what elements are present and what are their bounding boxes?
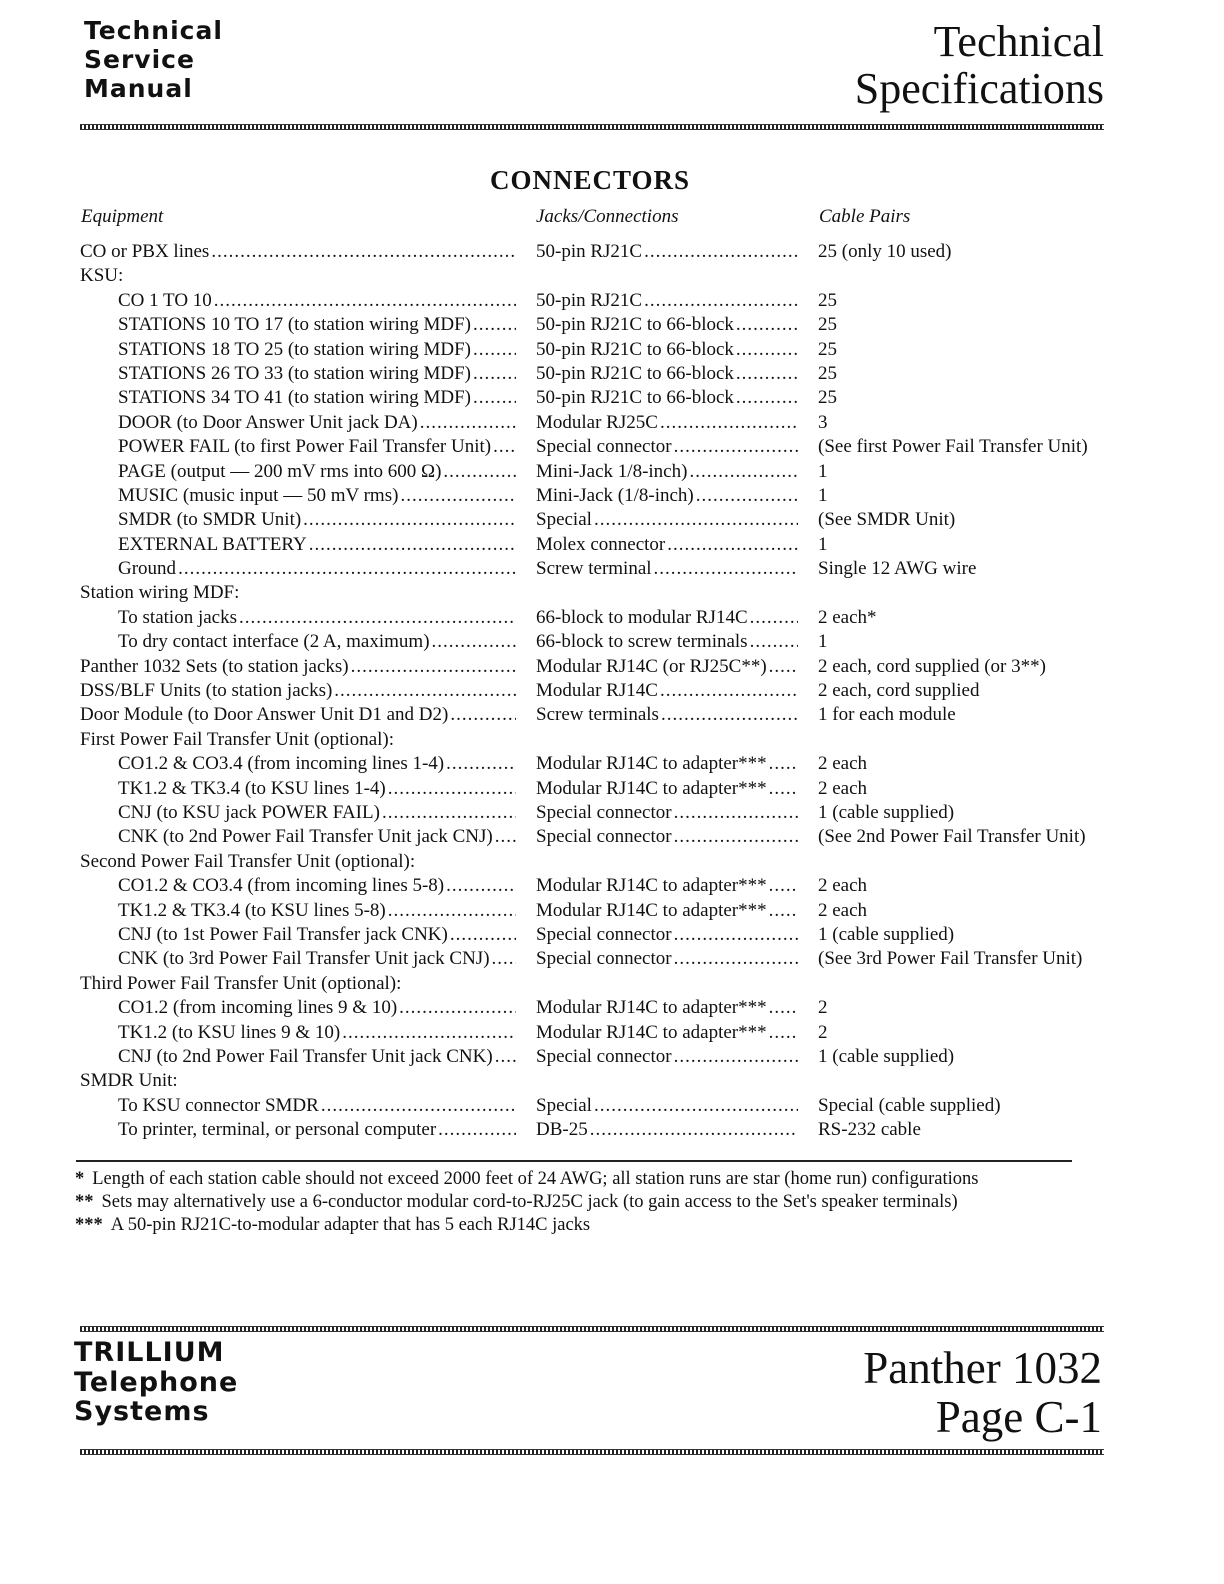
header-divider (80, 124, 1104, 130)
jack-cell (536, 801, 798, 825)
equipment-cell (118, 825, 516, 849)
jack-text: 50-pin RJ21C (536, 241, 643, 262)
cable-pairs-cell: 1 (818, 460, 828, 482)
jack-text: Modular RJ14C to adapter*** (536, 1021, 767, 1043)
cable-pairs-cell: 1 (cable supplied) (818, 801, 955, 823)
footnote-mark: *** (75, 1215, 103, 1235)
jack-cell (536, 899, 798, 923)
table-row (0, 850, 1224, 874)
equipment-cell (80, 240, 516, 264)
table-row (0, 947, 1224, 971)
table-row (0, 874, 1224, 898)
jack-text: Mini-Jack (1/8-inch) (536, 484, 694, 506)
equipment-text: Station wiring MDF: (80, 582, 240, 604)
cable-pairs-cell: (See 2nd Power Fail Transfer Unit) (818, 826, 1086, 848)
equipment-text: STATIONS 10 TO 17 (to station wiring MDF) (118, 314, 471, 336)
leader-dots (388, 899, 516, 923)
manual-label-line: Technical (84, 16, 223, 45)
leader-dots (736, 313, 798, 337)
table-row (0, 581, 1224, 605)
jack-cell (536, 630, 798, 654)
jack-text: Screw terminals (536, 704, 659, 726)
cable-pairs-cell: 25 (818, 289, 837, 311)
jack-cell (536, 1021, 798, 1045)
cable-pairs-cell: 2 each, cord supplied (818, 680, 980, 702)
equipment-text: To printer, terminal, or personal computer (118, 1119, 437, 1141)
jack-text: Molex connector (536, 533, 666, 555)
equipment-cell (118, 752, 516, 776)
jack-cell (536, 947, 798, 971)
table-row (0, 752, 1224, 776)
jack-text: Mini-Jack 1/8-inch) (536, 460, 688, 482)
cable-pairs-cell: (See 3rd Power Fail Transfer Unit) (818, 948, 1083, 970)
section-heading-line: Specifications (854, 64, 1104, 113)
leader-dots (674, 825, 798, 849)
equipment-text: KSU: (80, 265, 124, 287)
equipment-text: CNJ (to 1st Power Fail Transfer jack CNK) (118, 923, 448, 945)
equipment-cell (80, 1069, 516, 1093)
equipment-text: CO1.2 (from incoming lines 9 & 10) (118, 997, 398, 1019)
leader-dots (660, 679, 798, 703)
jack-cell (536, 1045, 798, 1069)
cable-pairs-cell: 25 (818, 314, 837, 336)
equipment-text: TK1.2 & TK3.4 (to KSU lines 1-4) (118, 777, 386, 799)
footnote-text: Sets may alternatively use a 6-conductor modular cord-to-RJ25C jack (to gain access to the Set's speaker terminals) (101, 1192, 958, 1212)
jack-cell (536, 606, 798, 630)
equipment-text: First Power Fail Transfer Unit (optional): (80, 728, 395, 750)
jack-text: Modular RJ14C (or RJ25C**) (536, 655, 767, 677)
jack-cell (536, 435, 798, 459)
equipment-text: POWER FAIL (to first Power Fail Transfer Unit) (118, 436, 492, 458)
leader-dots (769, 752, 798, 776)
footer-divider-top (80, 1326, 1104, 1332)
cable-pairs-cell: 2 each (818, 777, 868, 799)
jack-text: 50-pin RJ21C to 66-block (536, 314, 734, 336)
equipment-text: Panther 1032 Sets (to station jacks) (80, 655, 349, 677)
equipment-cell (118, 435, 516, 459)
table-row (0, 899, 1224, 923)
leader-dots (644, 240, 798, 264)
leader-dots (473, 313, 516, 337)
equipment-cell (80, 679, 516, 703)
table-row (0, 1118, 1224, 1142)
cable-pairs-cell: (See first Power Fail Transfer Unit) (818, 436, 1088, 458)
cable-pairs-cell: 2 each (818, 875, 868, 897)
cable-pairs-cell: 1 (cable supplied) (818, 923, 955, 945)
equipment-cell (118, 386, 516, 410)
leader-dots (696, 484, 798, 508)
company-logo-text (74, 1338, 238, 1427)
equipment-cell (118, 289, 516, 313)
leader-dots (674, 801, 798, 825)
equipment-text: CNJ (to 2nd Power Fail Transfer Unit jack CNK) (118, 1045, 493, 1067)
table-row (0, 508, 1224, 532)
table-row (0, 435, 1224, 459)
leader-dots (438, 1118, 516, 1142)
table-row (0, 557, 1224, 581)
leader-dots (736, 338, 798, 362)
cable-pairs-cell: 2 each (818, 899, 868, 921)
leader-dots (674, 1045, 798, 1069)
jack-cell (536, 508, 798, 532)
product-name: Panther 1032 (863, 1343, 1102, 1393)
jack-cell (536, 752, 798, 776)
footnote-mark: * (75, 1169, 85, 1189)
footnote (75, 1191, 979, 1214)
jack-text: 50-pin RJ21C to 66-block (536, 362, 734, 384)
equipment-cell (80, 655, 516, 679)
jack-cell (536, 777, 798, 801)
column-header-jacks: Jacks/Connections (536, 206, 679, 227)
leader-dots (303, 508, 516, 532)
jack-text: 50-pin RJ21C to 66-block (536, 387, 734, 409)
leader-dots (321, 1094, 516, 1118)
cable-pairs-cell: 25 (818, 362, 837, 384)
equipment-text: STATIONS 26 TO 33 (to station wiring MDF) (118, 362, 471, 384)
jack-text: DB-25 (536, 1119, 588, 1141)
jack-text: 50-pin RJ21C (536, 289, 643, 311)
equipment-cell (118, 606, 516, 630)
leader-dots (309, 533, 516, 557)
jack-cell (536, 240, 798, 264)
footnotes (75, 1168, 979, 1237)
table-row (0, 630, 1224, 654)
leader-dots (769, 996, 798, 1020)
leader-dots (400, 484, 516, 508)
table-row (0, 679, 1224, 703)
leader-dots (736, 362, 798, 386)
equipment-cell (118, 533, 516, 557)
jack-text: Modular RJ14C (536, 680, 658, 702)
equipment-cell (118, 630, 516, 654)
equipment-text: MUSIC (music input — 50 mV rms) (118, 484, 399, 506)
jack-cell (536, 533, 798, 557)
leader-dots (446, 874, 516, 898)
equipment-text: CO1.2 & CO3.4 (from incoming lines 5-8) (118, 875, 445, 897)
leader-dots (388, 777, 516, 801)
equipment-cell (80, 728, 516, 752)
leader-dots (382, 801, 516, 825)
cable-pairs-cell: 2 each* (818, 606, 877, 628)
leader-dots (750, 606, 798, 630)
leader-dots (450, 703, 516, 727)
cable-pairs-cell: 2 (818, 997, 828, 1019)
equipment-text: To dry contact interface (2 A, maximum) (118, 631, 430, 653)
equipment-text: STATIONS 18 TO 25 (to station wiring MDF) (118, 338, 471, 360)
jack-cell (536, 825, 798, 849)
equipment-cell (118, 362, 516, 386)
equipment-text: Third Power Fail Transfer Unit (optional): (80, 972, 402, 994)
leader-dots (211, 240, 516, 264)
jack-text: Modular RJ25C (536, 411, 658, 433)
table-row (0, 484, 1224, 508)
leader-dots (473, 338, 516, 362)
table-row (0, 1069, 1224, 1093)
leader-dots (594, 508, 798, 532)
section-heading (855, 18, 1104, 112)
cable-pairs-cell: 1 (818, 631, 828, 653)
table-row (0, 923, 1224, 947)
jack-text: Special connector (536, 826, 672, 848)
equipment-cell (80, 850, 516, 874)
company-line: Systems (74, 1396, 210, 1427)
equipment-cell (80, 264, 516, 288)
table-row (0, 362, 1224, 386)
leader-dots (214, 289, 516, 313)
equipment-text: Ground (118, 558, 177, 580)
column-header-equipment: Equipment (81, 206, 164, 227)
table-row (0, 606, 1224, 630)
cable-pairs-cell: 2 each (818, 753, 868, 775)
leader-dots (492, 947, 516, 971)
leader-dots (432, 630, 516, 654)
leader-dots (769, 655, 798, 679)
equipment-cell (118, 338, 516, 362)
leader-dots (654, 557, 798, 581)
leader-dots (661, 703, 798, 727)
leader-dots (446, 752, 516, 776)
leader-dots (473, 362, 516, 386)
equipment-text: CNK (to 3rd Power Fail Transfer Unit jack CNJ) (118, 948, 490, 970)
equipment-cell (118, 1045, 516, 1069)
manual-label-line: Service (84, 45, 195, 74)
equipment-text: CNJ (to KSU jack POWER FAIL) (118, 801, 380, 823)
table-row (0, 703, 1224, 727)
table-row (0, 655, 1224, 679)
cable-pairs-cell: (See SMDR Unit) (818, 509, 956, 531)
jack-cell (536, 874, 798, 898)
equipment-text: Door Module (to Door Answer Unit D1 and D2) (80, 704, 449, 726)
equipment-text: Second Power Fail Transfer Unit (optional): (80, 850, 416, 872)
company-line: Telephone (74, 1366, 239, 1398)
equipment-cell (118, 411, 516, 435)
leader-dots (736, 386, 798, 410)
cable-pairs-cell: RS-232 cable (818, 1119, 921, 1141)
equipment-cell (118, 777, 516, 801)
jack-cell (536, 460, 798, 484)
table-row (0, 1045, 1224, 1069)
footnote (75, 1168, 979, 1191)
manual-label-line: Manual (84, 74, 193, 103)
jack-cell (536, 1094, 798, 1118)
page-identifier (863, 1344, 1102, 1442)
leader-dots (594, 1094, 798, 1118)
table-row (0, 728, 1224, 752)
manual-label (84, 16, 223, 103)
leader-dots (689, 460, 798, 484)
leader-dots (493, 435, 516, 459)
equipment-text: PAGE (output — 200 mV rms into 600 Ω) (118, 460, 442, 482)
equipment-cell (118, 947, 516, 971)
jack-cell (536, 386, 798, 410)
jack-text: Special connector (536, 436, 672, 458)
jack-cell (536, 655, 798, 679)
equipment-cell (118, 874, 516, 898)
equipment-cell (118, 899, 516, 923)
equipment-text: To station jacks (118, 606, 237, 628)
equipment-cell (118, 996, 516, 1020)
equipment-text: SMDR Unit: (80, 1070, 178, 1092)
jack-cell (536, 1118, 798, 1142)
equipment-cell (118, 484, 516, 508)
leader-dots (399, 996, 516, 1020)
jack-cell (536, 313, 798, 337)
table-row (0, 386, 1224, 410)
jack-text: Modular RJ14C to adapter*** (536, 997, 767, 1019)
table-row (0, 996, 1224, 1020)
leader-dots (660, 411, 798, 435)
jack-text: Modular RJ14C to adapter*** (536, 777, 767, 799)
leader-dots (769, 777, 798, 801)
equipment-cell (118, 557, 516, 581)
leader-dots (769, 874, 798, 898)
table-row (0, 338, 1224, 362)
leader-dots (674, 923, 798, 947)
table-row (0, 411, 1224, 435)
table-row (0, 533, 1224, 557)
equipment-cell (118, 1118, 516, 1142)
leader-dots (342, 1021, 516, 1045)
table-row (0, 801, 1224, 825)
jack-text: Modular RJ14C to adapter*** (536, 899, 767, 921)
leader-dots (420, 411, 516, 435)
jack-text: Special connector (536, 1045, 672, 1067)
footnote (75, 1214, 979, 1237)
cable-pairs-cell: 2 each, cord supplied (or 3**) (818, 655, 1046, 677)
connectors-table (0, 240, 1224, 1142)
page-number: Page C-1 (935, 1392, 1102, 1442)
equipment-cell (118, 1094, 516, 1118)
table-row (0, 460, 1224, 484)
leader-dots (667, 533, 798, 557)
equipment-cell (118, 1021, 516, 1045)
jack-cell (536, 679, 798, 703)
jack-cell (536, 484, 798, 508)
leader-dots (351, 655, 516, 679)
company-line: TRILLIUM (74, 1337, 225, 1368)
cable-pairs-cell: 1 (818, 484, 828, 506)
equipment-text: To KSU connector SMDR (118, 1094, 319, 1116)
cable-pairs-cell: Single 12 AWG wire (818, 558, 977, 580)
equipment-text: STATIONS 34 TO 41 (to station wiring MDF) (118, 387, 471, 409)
cable-pairs-cell: 3 (818, 411, 828, 433)
jack-text: Special connector (536, 948, 672, 970)
equipment-text: TK1.2 & TK3.4 (to KSU lines 5-8) (118, 899, 386, 921)
equipment-text: TK1.2 (to KSU lines 9 & 10) (118, 1021, 341, 1043)
cable-pairs-cell: 1 for each module (818, 704, 956, 726)
jack-text: 50-pin RJ21C to 66-block (536, 338, 734, 360)
jack-text: Special connector (536, 801, 672, 823)
jack-text: Special connector (536, 923, 672, 945)
equipment-cell (118, 508, 516, 532)
leader-dots (674, 435, 798, 459)
cable-pairs-cell: 1 (cable supplied) (818, 1045, 955, 1067)
footnote-text: A 50-pin RJ21C-to-modular adapter that has 5 each RJ14C jacks (110, 1215, 591, 1235)
equipment-text: CO or PBX lines (80, 241, 210, 262)
footnote-mark: ** (75, 1192, 94, 1212)
leader-dots (239, 606, 516, 630)
equipment-cell (80, 581, 516, 605)
footer-divider-bottom (80, 1449, 1104, 1455)
footnote-divider (76, 1160, 1072, 1162)
table-row (0, 825, 1224, 849)
column-header-cable-pairs: Cable Pairs (819, 206, 911, 227)
leader-dots (450, 923, 516, 947)
jack-text: 66-block to modular RJ14C (536, 606, 748, 628)
leader-dots (674, 947, 798, 971)
cable-pairs-cell: 25 (818, 338, 837, 360)
leader-dots (495, 825, 516, 849)
leader-dots (769, 899, 798, 923)
cable-pairs-cell: 1 (818, 533, 828, 555)
equipment-text: CO1.2 & CO3.4 (from incoming lines 1-4) (118, 753, 445, 775)
equipment-text: SMDR (to SMDR Unit) (118, 509, 302, 531)
equipment-text: DOOR (to Door Answer Unit jack DA) (118, 411, 418, 433)
jack-text: 66-block to screw terminals (536, 631, 748, 653)
equipment-cell (118, 460, 516, 484)
equipment-text: DSS/BLF Units (to station jacks) (80, 680, 333, 702)
cable-pairs-cell: Special (cable supplied) (818, 1094, 1001, 1116)
jack-cell (536, 557, 798, 581)
cable-pairs-cell: 25 (only 10 used) (818, 241, 952, 262)
table-row (0, 1094, 1224, 1118)
table-row (0, 777, 1224, 801)
jack-cell (536, 996, 798, 1020)
leader-dots (590, 1118, 798, 1142)
jack-cell (536, 923, 798, 947)
table-row (0, 313, 1224, 337)
jack-text: Special (536, 509, 592, 531)
equipment-cell (118, 801, 516, 825)
jack-text: Modular RJ14C to adapter*** (536, 875, 767, 897)
cable-pairs-cell: 2 (818, 1021, 828, 1043)
jack-text: Screw terminal (536, 558, 652, 580)
table-row (0, 289, 1224, 313)
jack-text: Modular RJ14C to adapter*** (536, 753, 767, 775)
equipment-cell (118, 313, 516, 337)
leader-dots (334, 679, 516, 703)
jack-cell (536, 289, 798, 313)
leader-dots (644, 289, 798, 313)
jack-cell (536, 338, 798, 362)
leader-dots (443, 460, 516, 484)
equipment-cell (80, 703, 516, 727)
leader-dots (495, 1045, 516, 1069)
table-row (0, 1021, 1224, 1045)
equipment-cell (118, 923, 516, 947)
jack-cell (536, 362, 798, 386)
equipment-text: EXTERNAL BATTERY (118, 533, 307, 555)
jack-cell (536, 411, 798, 435)
table-row (0, 240, 1224, 264)
equipment-cell (80, 972, 516, 996)
leader-dots (473, 386, 516, 410)
jack-cell (536, 703, 798, 727)
leader-dots (750, 630, 798, 654)
page-title: CONNECTORS (489, 165, 691, 195)
section-heading-line: Technical (933, 17, 1104, 66)
footnote-text: Length of each station cable should not exceed 2000 feet of 24 AWG; all station runs are star (home run) configurations (92, 1169, 979, 1189)
leader-dots (178, 557, 516, 581)
equipment-text: CO 1 TO 10 (118, 289, 212, 311)
cable-pairs-cell: 25 (818, 387, 837, 409)
table-row (0, 264, 1224, 288)
leader-dots (769, 1021, 798, 1045)
equipment-text: CNK (to 2nd Power Fail Transfer Unit jack CNJ) (118, 826, 493, 848)
jack-text: Special (536, 1094, 592, 1116)
table-row (0, 972, 1224, 996)
